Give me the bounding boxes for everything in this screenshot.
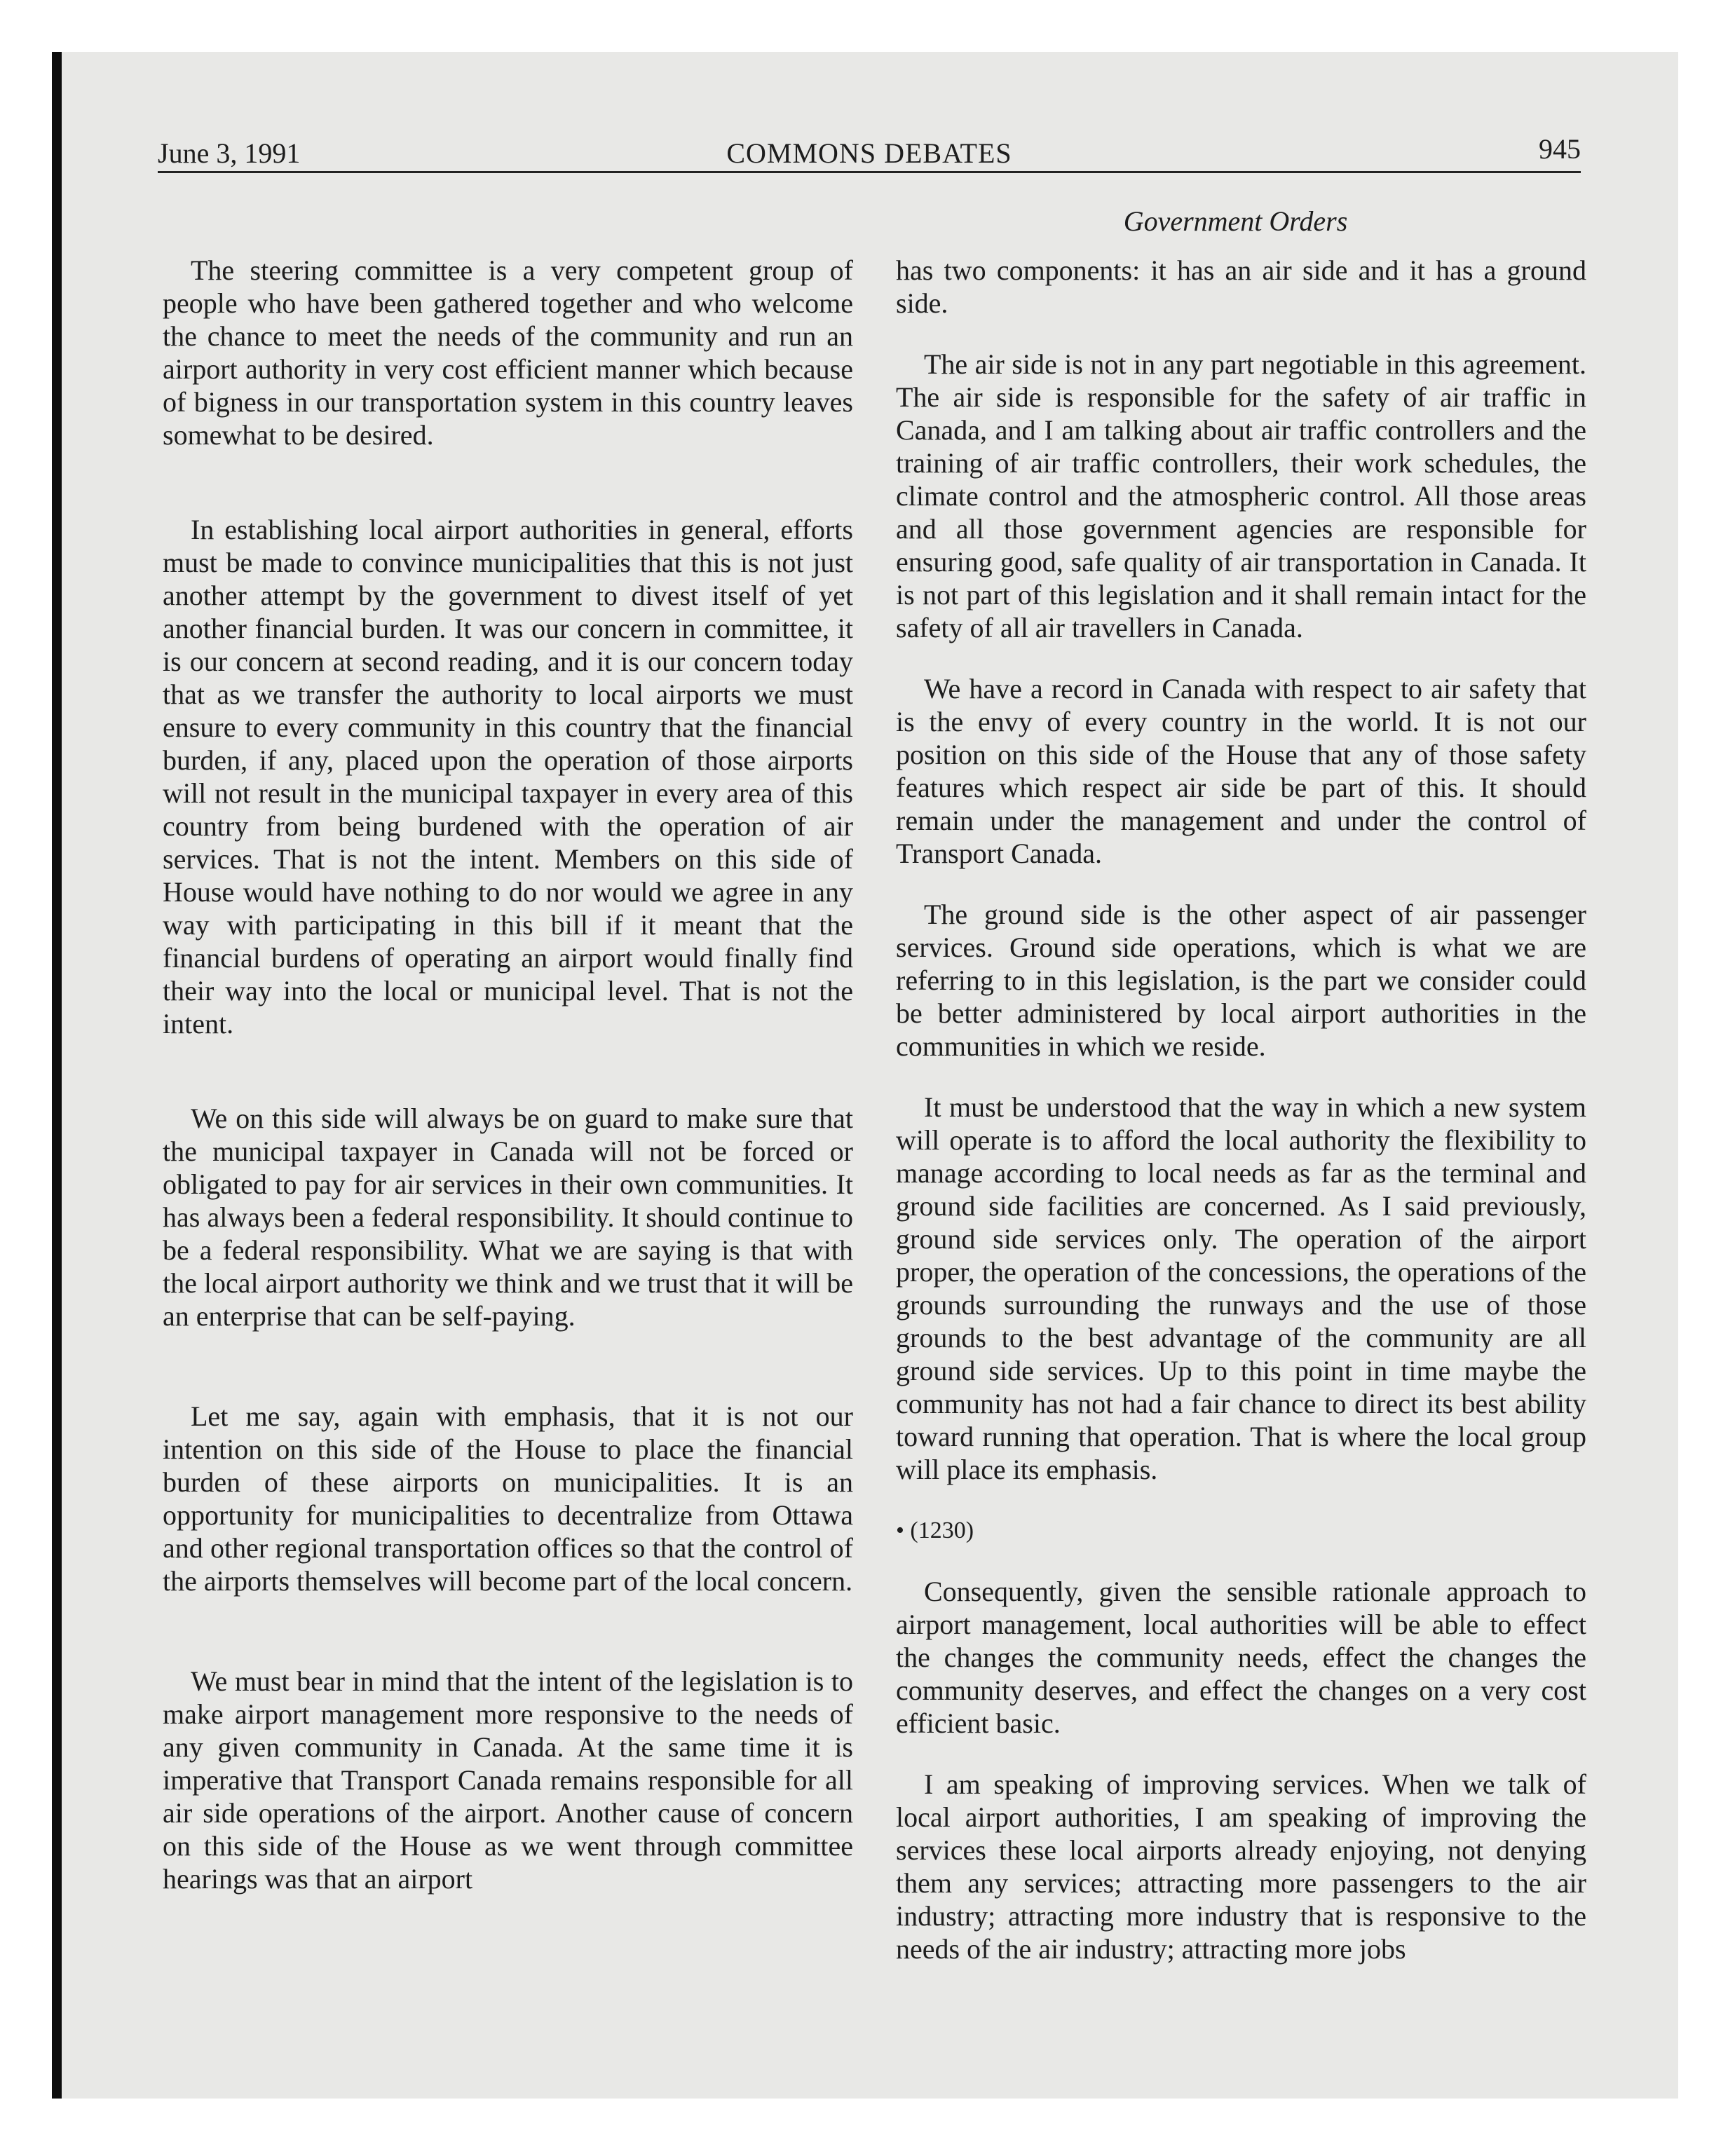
time-marker: • (1230) bbox=[896, 1517, 974, 1543]
paragraph: Consequently, given the sensible rationale approach to airport management, local authorities will be able to effect the changes the community needs, effect the changes the community deserves, and effect the changes on a very cost efficient basic. bbox=[896, 1576, 1586, 1739]
header-title: COMMONS DEBATES bbox=[726, 137, 1012, 169]
paragraph: We on this side will always be on guard to make sure that the municipal taxpayer in Canada will not be forced or obligated to pay for air services in their own communities. It has always been a federal responsibility. It should continue to be a federal responsibility. What we are saying is that with the local airport authority we think and we trust that it will be an enterprise that can be self-paying. bbox=[163, 1103, 853, 1332]
paragraph: Let me say, again with emphasis, that it is not our intention on this side of the House to place the financial burden of these airports on municipalities. It is an opportunity for municipalities to decentralize from Ottawa and other regional transportation offices so that the control of the airports themselves will become part of the local concern. bbox=[163, 1400, 853, 1597]
section-heading: Government Orders bbox=[1123, 205, 1348, 237]
right-column bbox=[896, 254, 1586, 1965]
continuation-paragraph: has two components: it has an air side and it has a ground side. bbox=[896, 254, 1586, 319]
paragraph: The steering committee is a very competent group of people who have been gathered together and who welcome the chance to meet the needs of the community and run an airport authority in very cost efficient manner which because of bigness in our transportation system in this country leaves somewhat to be desired. bbox=[163, 254, 853, 451]
header-date: June 3, 1991 bbox=[158, 137, 301, 169]
paragraph: We must bear in mind that the intent of the legislation is to make airport management more responsive to the needs of any given community in Canada. At the same time it is imperative that Transport Canada remains responsible for all air side operations of the airport. Another cause of concern on this side of the House as we went through committee hearings was that an airport bbox=[163, 1665, 853, 1895]
page-number: 945 bbox=[1539, 133, 1581, 165]
paragraph: In establishing local airport authorities in general, efforts must be made to convince municipalities that this is not just another attempt by the government to divest itself of yet another financial burden. It was our concern in committee, it is our concern at second reading, and it is our concern today that as we transfer the authority to local airports we must ensure to every community in this country that the financial burden, if any, placed upon the operation of those airports will not result in the municipal taxpayer in every area of this country from being burdened with the operation of air services. That is not the intent. Members on this side of House would have nothing to do nor would we agree in any way with participating in this bill if it meant that the financial burdens of operating an airport would finally find their way into the local or municipal level. That is not the intent. bbox=[163, 514, 853, 1039]
header-rule bbox=[158, 171, 1581, 173]
page-header bbox=[158, 130, 1581, 170]
left-column bbox=[163, 254, 853, 1936]
paragraph: The air side is not in any part negotiable in this agreement. The air side is responsible for the safety of air traffic in Canada, and I am talking about air traffic controllers and the training of air traffic controllers, their work schedules, the climate control and the atmospheric control. All those areas and all those government agencies are responsible for ensuring good, safe quality of air transportation in Canada. It is not part of this legislation and it shall remain intact for the safety of all air travellers in Canada. bbox=[896, 348, 1586, 643]
paragraph: The ground side is the other aspect of air passenger services. Ground side operations, which is what we are referring to in this legislation, is the part we consider could be better administered by local airport authorities in the communities in which we reside. bbox=[896, 899, 1586, 1062]
paragraph: We have a record in Canada with respect to air safety that is the envy of every country in the world. It is not our position on this side of the House that any of those safety features which respect air side be part of this. It should remain under the management and under the control of Transport Canada. bbox=[896, 673, 1586, 869]
paragraph: It must be understood that the way in which a new system will operate is to afford the local authority the flexibility to manage according to local needs as far as the terminal and ground side facilities are concerned. As I said previously, ground side services only. The operation of the airport proper, the operation of the concessions, the operations of the grounds surrounding the runways and the use of those grounds to the best advantage of the community are all ground side services. Up to this point in time maybe the community has not had a fair chance to direct its best ability toward running that operation. That is where the local group will place its emphasis. bbox=[896, 1091, 1586, 1485]
paragraph: I am speaking of improving services. When we talk of local airport authorities, I am speaking of improving the services these local airports already enjoying, not denying them any services; attracting more passengers to the air industry; attracting more industry that is responsive to the needs of the air industry; attracting more jobs bbox=[896, 1768, 1586, 1965]
